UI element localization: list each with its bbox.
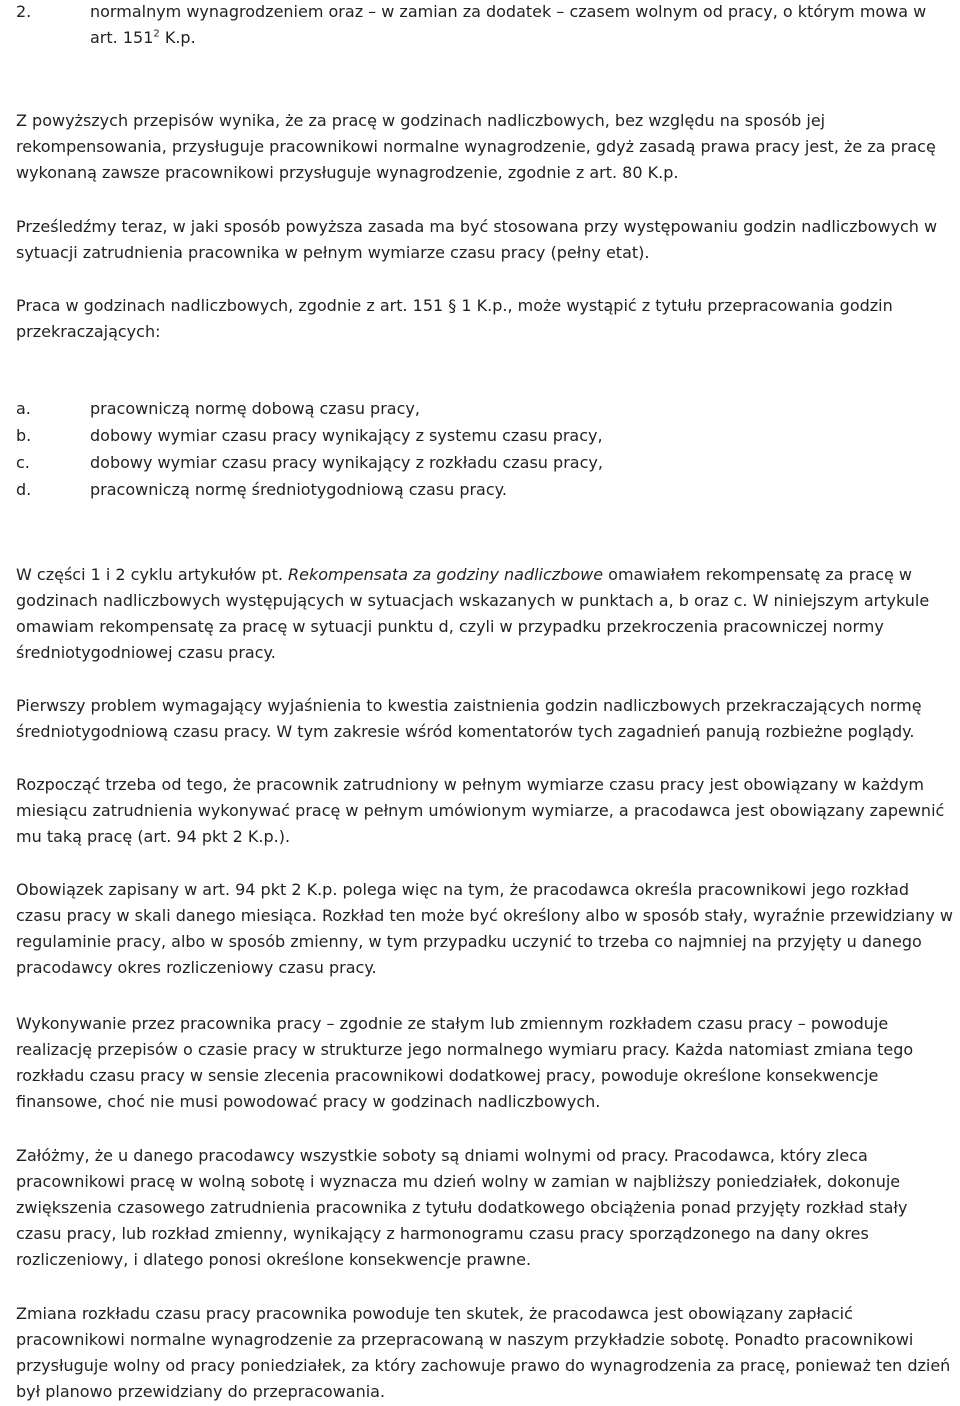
list-text: pracowniczą normę dobową czasu pracy, <box>90 399 420 418</box>
paragraph-6: Rozpocząć trzeba od tego, że pracownik zatrudniony w pełnym wymiarze czasu pracy jest obowiązany w każdym miesiącu zatrudnienia wykonywać pracę w pełnym umówionym wymiarze, a pracodawca jest obowiązany zapewnić mu taką pracę (art. 94 pkt 2 K.p.). <box>16 775 945 846</box>
paragraph-3: Praca w godzinach nadliczbowych, zgodnie z art. 151 § 1 K.p., może wystąpić z tytułu przepracowania godzin przekraczających: <box>16 296 893 341</box>
list-item <box>16 477 916 504</box>
list-text: dobowy wymiar czasu pracy wynikający z rozkładu czasu pracy, <box>90 453 603 472</box>
item-text: normalnym wynagrodzeniem oraz – w zamian za dodatek – czasem wolnym od pracy, o którym mowa w art. $151^2$ K.p. <box>90 2 927 47</box>
list-text: pracowniczą normę średniotygodniową czasu pracy. <box>90 480 507 499</box>
paragraph-8: Wykonywanie przez pracownika pracy – zgodnie ze stałym lub zmiennym rozkładem czasu pracy – powoduje realizację przepisów o czasie pracy w strukturze jego normalnego wymiaru pracy. Każda natomiast zmiana tego rozkładu czasu pracy w sensie zlecenia pracownikowi dodatkowej pracy, powoduje określone konsekwencje finansowe, choć nie musi powodować pracy w godzinach nadliczbowych. <box>16 1014 914 1111</box>
paragraph-5: Pierwszy problem wymagający wyjaśnienia to kwestia zaistnienia godzin nadliczbowych przekraczających normę średniotygodniową czasu pracy. W tym zakresie wśród komentatorów tych zagadnień panują rozbieżne poglądy. <box>16 696 922 741</box>
criteria-list <box>16 396 916 504</box>
item-number: 2. <box>16 2 32 21</box>
section-sign: § <box>448 296 457 315</box>
paragraph-4: W części 1 i 2 cyklu artykułów pt. Rekompensata za godziny nadliczbowe omawiałem rekompensatę za pracę w godzinach nadliczbowych występujących w sytuacjach wskazanych w punktach a, b oraz c. W niniejszym artykule omawiam rekompensatę za pracę w sytuacji punktu d, czyli w przypadku przekroczenia pracowniczej normy średniotygodniowej czasu pracy. <box>16 565 930 662</box>
paragraph-9: Załóżmy, że u danego pracodawcy wszystkie soboty są dniami wolnymi od pracy. Pracodawca, który zleca pracownikowi pracę w wolną sobotę i wyznacza mu dzień wolny w zamian w najbliższy poniedziałek, dokonuje zwiększenia czasowego zatrudnienia pracownika z tytułu dodatkowego obciążenia ponad przyjęty rozkład stały czasu pracy, lub rozkład zmienny, wynikający z harmonogramu czasu pracy sporządzonego na dany okres rozliczeniowy, i dlatego ponosi określone konsekwencje prawne. <box>16 1146 908 1269</box>
list-item <box>16 423 916 450</box>
list-label: c. <box>16 453 30 472</box>
list-text: dobowy wymiar czasu pracy wynikający z systemu czasu pracy, <box>90 426 603 445</box>
paragraph-7: Obowiązek zapisany w art. 94 pkt 2 K.p. polega więc na tym, że pracodawca określa pracownikowi jego rozkład czasu pracy w skali danego miesiąca. Rozkład ten może być określony albo w sposób stały, wyraźnie przewidziany w regulaminie pracy, albo w sposób zmienny, w tym przypadku uczynić to trzeba co najmniej na przyjęty u danego pracodawcy okres rozliczeniowy czasu pracy. <box>16 880 953 977</box>
list-item-2 <box>16 0 956 51</box>
paragraph-1: Z powyższych przepisów wynika, że za pracę w godzinach nadliczbowych, bez względu na sposób jej rekompensowania, przysługuje pracownikowi normalne wynagrodzenie, gdyż zasadą prawa pracy jest, że za pracę wykonaną zawsze pracownikowi przysługuje wynagrodzenie, zgodnie z art. 80 K.p. <box>16 111 936 182</box>
superscript: 2 <box>153 28 160 40</box>
list-item <box>16 396 916 423</box>
list-label: a. <box>16 399 31 418</box>
paragraph-10: Zmiana rozkładu czasu pracy pracownika powoduje ten skutek, że pracodawca jest obowiązany zapłacić pracownikowi normalne wynagrodzenie za przepracowaną w naszym przykładzie sobotę. Ponadto pracownikowi przysługuje wolny od pracy poniedziałek, za który zachowuje prawo do wynagrodzenia za pracę, ponieważ ten dzień był planowo przewidziany do przepracowania. <box>16 1304 951 1401</box>
paragraph-2: Prześledźmy teraz, w jaki sposób powyższa zasada ma być stosowana przy występowaniu godzin nadliczbowych w sytuacji zatrudnienia pracownika w pełnym wymiarze czasu pracy (pełny etat). <box>16 217 938 262</box>
list-item <box>16 450 916 477</box>
list-label: d. <box>16 480 32 499</box>
list-label: b. <box>16 426 32 445</box>
article-link[interactable]: Rekompensata za godziny nadliczbowe <box>288 565 604 584</box>
